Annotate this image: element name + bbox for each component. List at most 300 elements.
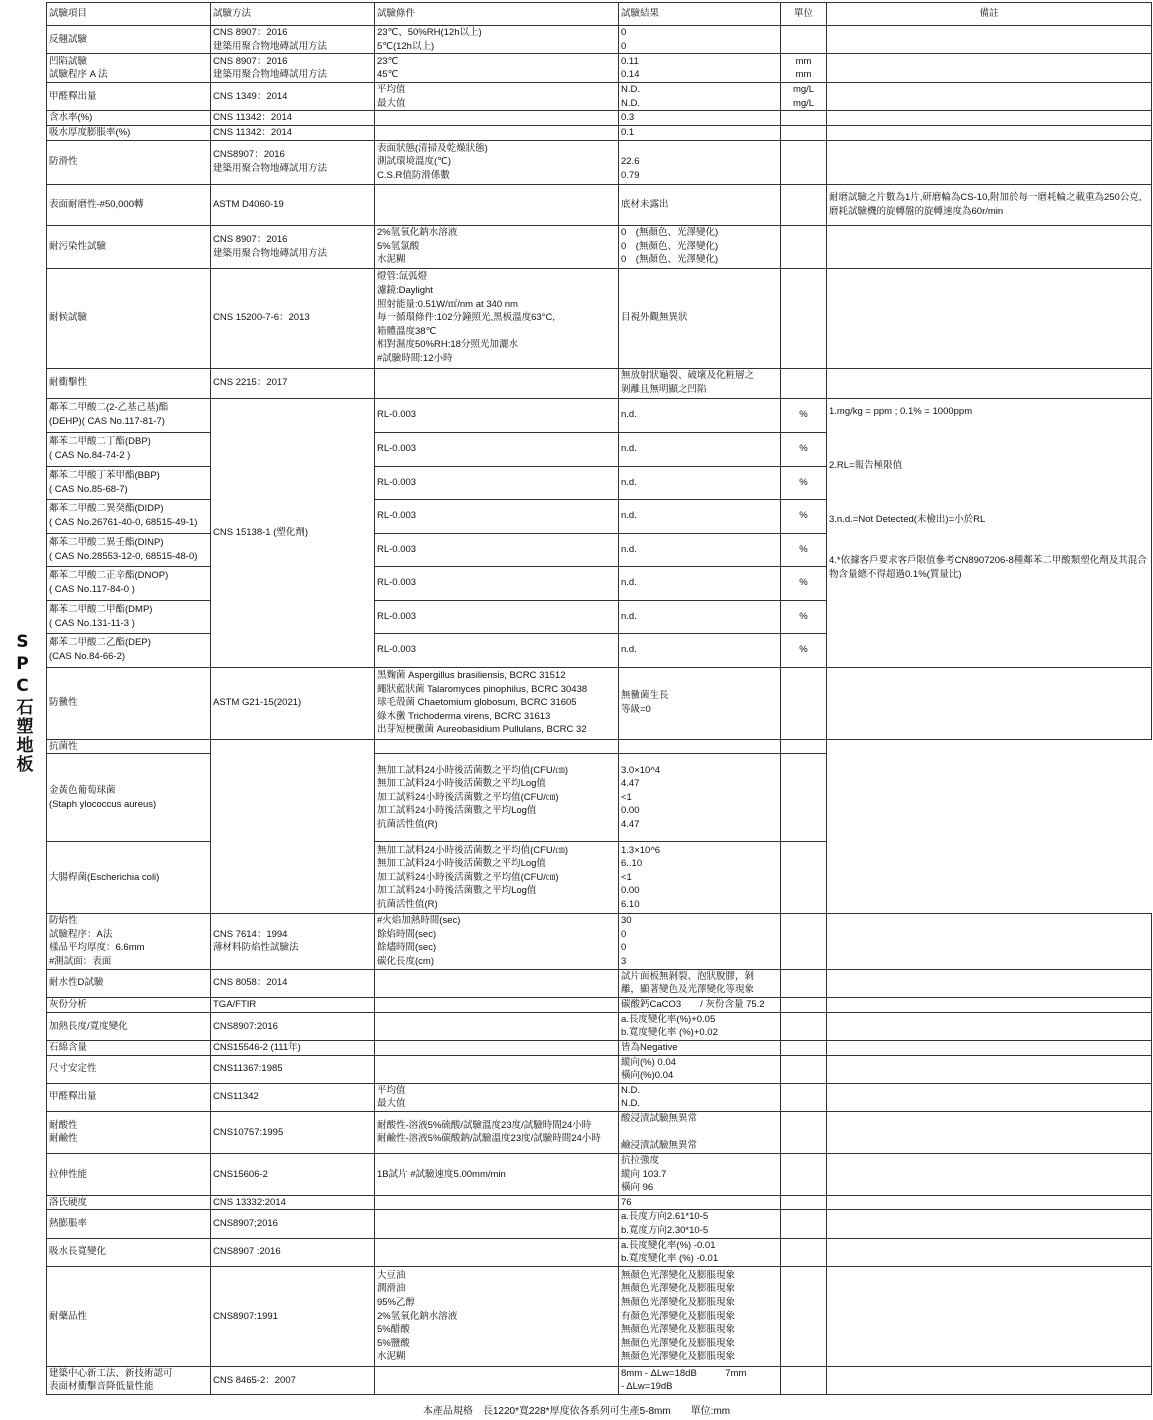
test-method-cell [211, 268, 375, 368]
test-item-cell [47, 754, 211, 842]
unit-cell [781, 600, 827, 633]
test-condition-cell-line: 耐酸性-溶液5%硫酸/試驗溫度23度/試驗時間24小時 [377, 1119, 592, 1131]
test-result-cell-line: 0.00 [621, 885, 640, 897]
test-method-cell-line: CNS11342 [213, 1091, 259, 1103]
unit-cell [781, 26, 827, 54]
test-item-cell-line: 耐候試驗 [49, 312, 88, 324]
test-item-cell-line: 防黴性 [49, 697, 78, 709]
test-item-cell-line: 耐污染性試驗 [49, 240, 107, 252]
test-condition-cell-line: 2%氫氧化鈉水溶液 [377, 1310, 458, 1322]
test-item-cell [47, 914, 211, 969]
test-item-cell-line: 洛氏硬度 [49, 1196, 88, 1208]
test-item-cell-line: 抗菌性 [49, 740, 78, 752]
test-result-cell-line [621, 1126, 778, 1140]
test-item-cell-line: 尺寸安定性 [49, 1063, 97, 1075]
test-result-cell-line: 8mm - ΔLw=18dB 7mm [621, 1367, 747, 1379]
test-item-cell [47, 54, 211, 83]
test-result-cell-line: 0 (無顏色、光澤變化) [621, 227, 719, 239]
remarks-cell-line: 4.*依據客戶要求客戶限值參考CN8907206-8種鄰苯二甲酸類塑化劑及其混合物含量總不得超過0.1%(質量比) [829, 555, 1147, 580]
test-item-cell [47, 1238, 211, 1266]
test-condition-cell [375, 1040, 619, 1055]
test-result-cell-line: 橫向(%)0.04 [621, 1070, 674, 1082]
unit-cell [781, 1195, 827, 1210]
test-item-cell-line: 耐酸性 [49, 1119, 78, 1131]
test-condition-cell-line: RL-0.003 [377, 510, 417, 522]
test-item-cell-line: 耐衝擊性 [49, 377, 88, 389]
test-condition-cell-line: 無加工試料24小時後活菌數之平均值(CFU/㎝) [377, 764, 569, 776]
test-item-cell-line: (DEHP)( CAS No.117-81-7) [49, 416, 165, 428]
test-method-cell [211, 140, 375, 184]
test-result-cell [619, 600, 781, 633]
table-row [47, 1040, 1152, 1055]
test-item-cell [47, 1055, 211, 1083]
test-result-cell [619, 1238, 781, 1266]
test-result-cell-line: 有顏色光澤變化及膨脹現象 [621, 1310, 736, 1322]
test-item-cell-line: 鄰苯二甲酸二(2-乙基己基)酯 [49, 402, 169, 414]
test-method-cell [211, 1195, 375, 1210]
test-condition-cell [375, 633, 619, 667]
test-item-cell [47, 969, 211, 997]
remarks-cell [827, 1266, 1152, 1366]
test-condition-cell [375, 1055, 619, 1083]
unit-cell [781, 842, 827, 914]
test-condition-cell-line: 23℃ [377, 55, 399, 67]
remarks-cell-line [829, 445, 1149, 459]
test-condition-cell-line: RL-0.003 [377, 577, 417, 589]
test-condition-cell [375, 1266, 619, 1366]
test-result-cell [619, 566, 781, 600]
test-condition-cell-line: 無加工試料24小時後活菌數之平均Log值 [377, 858, 546, 870]
test-result-cell-line: 無放射狀龜裂、破壞及化粧層之 [621, 370, 755, 382]
test-result-cell [619, 1111, 781, 1153]
unit-cell [781, 184, 827, 225]
unit-cell [781, 754, 827, 842]
test-method-cell-line: 建築用聚合物地磚試用方法 [213, 40, 328, 52]
table-row [47, 1012, 1152, 1040]
test-result-cell-line: n.d. [621, 610, 637, 622]
test-result-cell-line: 6.10 [621, 899, 640, 911]
test-method-cell-line: CNS8907 :2016 [213, 1246, 281, 1258]
test-condition-cell [375, 997, 619, 1012]
test-method-cell [211, 1210, 375, 1238]
test-result-cell [619, 1055, 781, 1083]
table-row [47, 1210, 1152, 1238]
test-condition-cell-line: 最大值 [377, 97, 406, 109]
test-method-cell [211, 54, 375, 83]
remarks-cell [827, 969, 1152, 997]
product-spec-footer: 本產品規格 長1220*寬228*厚度依各系列可生產5-8mm 單位:mm [422, 1406, 731, 1417]
test-result-cell [619, 842, 781, 914]
test-item-cell [47, 499, 211, 533]
test-result-cell [619, 1366, 781, 1394]
test-condition-cell [375, 268, 619, 368]
test-method-cell-line: CNS 11342：2014 [213, 126, 293, 138]
test-method-cell-line: CNS 8907：2016 [213, 55, 288, 67]
test-result-cell-line: 抗拉強度 [621, 1154, 660, 1166]
unit-cell [781, 1111, 827, 1153]
unit-cell-line: % [799, 543, 808, 555]
test-condition-cell [375, 1111, 619, 1153]
remarks-cell-line [829, 541, 1149, 555]
test-item-cell [47, 1266, 211, 1366]
test-item-cell-line: 樣品平均厚度：6.6mm [49, 942, 145, 954]
test-item-cell-line: 耐水性D試驗 [49, 977, 104, 989]
test-result-cell-line: 0 [621, 27, 627, 38]
test-item-cell [47, 26, 211, 54]
test-item-cell [47, 368, 211, 398]
header-unit: 單位 [781, 3, 827, 26]
remarks-cell-line: 1.mg/kg = ppm ; 0.1% = 1000ppm [829, 405, 973, 417]
table-row [47, 997, 1152, 1012]
unit-cell [781, 1040, 827, 1055]
test-result-cell [619, 997, 781, 1012]
test-result-cell-line: b.寬度變化率 (%)+0.02 [621, 1027, 718, 1039]
remarks-cell-line: 3.n.d.=Not Detected(未檢出)=小於RL [829, 514, 986, 526]
test-condition-cell [375, 26, 619, 54]
header-test-method: 試驗方法 [211, 3, 375, 26]
test-method-cell-line: CNS15546-2 (111年) [213, 1041, 301, 1053]
test-item-cell [47, 600, 211, 633]
remarks-cell [827, 1195, 1152, 1210]
unit-cell [781, 566, 827, 600]
test-result-cell-line: 縱向 103.7 [621, 1168, 667, 1180]
unit-cell [781, 1238, 827, 1266]
test-result-cell-line: b.寬度變化率 (%) -0.01 [621, 1253, 719, 1265]
test-condition-cell-line: 平均值 [377, 1084, 406, 1096]
test-item-cell-line: 鄰苯二甲酸二正辛酯(DNOP) [49, 570, 169, 582]
test-method-cell-line: CNS8907;2016 [213, 1218, 278, 1230]
test-result-cell-line: 0.1 [621, 126, 635, 138]
test-method-cell-line: CNS 8058：2014 [213, 977, 288, 989]
test-condition-cell [375, 125, 619, 140]
table-row [47, 1238, 1152, 1266]
test-result-cell [619, 398, 781, 432]
unit-cell [781, 997, 827, 1012]
test-result-cell [619, 184, 781, 225]
test-item-cell-line: ( CAS No.84-74-2 ) [49, 450, 131, 462]
unit-cell-line: % [799, 510, 808, 522]
remarks-cell [827, 914, 1152, 969]
test-condition-cell [375, 432, 619, 466]
test-condition-cell [375, 1083, 619, 1111]
test-method-cell-line: CNS 15138-1 (塑化劑) [213, 526, 309, 538]
test-result-cell-line: 22.6 [621, 156, 640, 168]
unit-cell [781, 1210, 827, 1238]
test-item-cell [47, 1012, 211, 1040]
table-row [47, 1055, 1152, 1083]
table-row [47, 54, 1152, 83]
test-condition-cell-line: 2%氫氧化鈉水溶液 [377, 227, 458, 239]
test-condition-cell-line: #火焰加熱時間(sec) [377, 915, 461, 927]
test-method-cell-line: TGA/FTIR [213, 998, 257, 1010]
remarks-cell [827, 125, 1152, 140]
test-condition-cell-line: 抗菌活性值(R) [377, 899, 438, 911]
test-item-cell-line: 鄰苯二甲酸丁苯甲酯(BBP) [49, 469, 160, 481]
test-method-cell-line: 建築用聚合物地磚試用方法 [213, 163, 328, 175]
test-item-cell-line: 鄰苯二甲酸二丁酯(DBP) [49, 436, 151, 448]
remarks-cell [827, 1366, 1152, 1394]
test-method-cell-line: CNS15606-2 [213, 1168, 268, 1180]
remarks-cell [827, 83, 1152, 111]
table-row [47, 1111, 1152, 1153]
test-result-cell [619, 739, 781, 754]
test-method-cell [211, 1238, 375, 1266]
table-row [47, 914, 1152, 969]
test-result-cell-line: 碳酸鈣CaCO3 / 灰份含量 75.2 [621, 998, 765, 1010]
unit-cell-line: % [799, 577, 808, 589]
test-condition-cell [375, 1153, 619, 1195]
test-item-cell-line: 熱膨脹率 [49, 1218, 88, 1230]
test-result-cell-line: a.長度變化率(%)+0.05 [621, 1013, 716, 1025]
table-row [47, 184, 1152, 225]
unit-cell [781, 83, 827, 111]
test-result-cell [619, 1012, 781, 1040]
unit-cell [781, 914, 827, 969]
test-item-cell-line: 耐鹼性 [49, 1133, 78, 1145]
test-method-cell-line: CNS 7614：1994 [213, 928, 288, 940]
test-item-cell [47, 466, 211, 499]
test-result-cell [619, 633, 781, 667]
test-result-cell [619, 432, 781, 466]
test-item-cell [47, 1153, 211, 1195]
unit-cell [781, 667, 827, 739]
test-method-cell-line: CNS8907：2016 [213, 149, 285, 161]
test-condition-cell-line: RL-0.003 [377, 476, 417, 488]
table-row [47, 368, 1152, 398]
test-condition-cell-line: 5%醋酸 [377, 1324, 410, 1336]
test-condition-cell-line: 測試環境溫度(℃) [377, 156, 451, 168]
test-item-cell-line: ( CAS No.131-11-3 ) [49, 617, 135, 629]
test-condition-cell-line: 綠木黴 Trichoderma virens, BCRC 31613 [377, 710, 551, 722]
test-item-cell-line: 試驗程序：A法 [49, 928, 113, 940]
test-condition-cell [375, 600, 619, 633]
test-method-cell-line: 薄材料防焰性試驗法 [213, 942, 299, 954]
test-condition-cell-line: 繩狀藍狀菌 Talaromyces pinophilus, BCRC 30438 [377, 683, 588, 695]
test-condition-cell [375, 83, 619, 111]
test-condition-cell-line: 照射能量:0.51W/㎡/nm at 340 nm [377, 298, 518, 310]
test-condition-cell-line: 大豆油 [377, 1269, 406, 1281]
test-item-cell [47, 432, 211, 466]
test-condition-cell-line: 45℃ [377, 69, 399, 81]
unit-cell [781, 398, 827, 432]
test-result-cell-line: 0 [621, 942, 627, 954]
remarks-cell-line: 耐磨試驗之片數為1片,研磨輪為CS-10,附加於每一磨耗輪之載重為250公克,磨耗試驗機的旋轉盤的旋轉速度為60r/min [829, 191, 1142, 217]
table-row [47, 140, 1152, 184]
product-side-label: SPC石塑地板 [12, 631, 33, 774]
test-condition-cell [375, 1195, 619, 1210]
test-item-cell [47, 268, 211, 368]
test-method-cell [211, 1055, 375, 1083]
test-method-cell-line: ASTM G21-15(2021) [213, 697, 302, 709]
test-condition-cell-line: 耐鹼性-溶液5%碳酸鈉/試驗溫度23度/試驗時間24小時 [377, 1133, 601, 1145]
test-result-cell-line: 30 [621, 915, 632, 927]
table-row [47, 83, 1152, 111]
test-condition-cell-line: 加工試料24小時後活菌數之平均值(CFU/㎝) [377, 791, 559, 803]
test-condition-cell-line: 每一循環條件:102分鐘照光,黑板溫度63°C, [377, 312, 555, 324]
test-result-cell-line: 3 [621, 955, 627, 967]
test-result-cell-line: 底材未露出 [621, 198, 669, 210]
unit-cell [781, 368, 827, 398]
test-condition-cell [375, 1012, 619, 1040]
test-method-cell [211, 26, 375, 54]
test-item-cell [47, 1083, 211, 1111]
test-method-cell-line: CNS 11342：2014 [213, 112, 293, 124]
test-result-cell-line: 0.79 [621, 169, 640, 181]
test-result-cell-line: 0 [621, 40, 627, 52]
test-result-cell-line: 1.3×10^6 [621, 844, 661, 856]
test-result-cell-line: b.寬度方向2.30*10-5 [621, 1225, 709, 1237]
test-item-cell [47, 997, 211, 1012]
test-method-cell [211, 1153, 375, 1195]
test-item-cell-line: #測試面：表面 [49, 955, 112, 967]
remarks-cell [827, 54, 1152, 83]
unit-cell [781, 466, 827, 499]
test-method-cell [211, 667, 375, 739]
test-result-cell [619, 1266, 781, 1366]
unit-cell [781, 1266, 827, 1366]
test-condition-cell-line: 1B試片 #試驗速度5.00mm/min [377, 1168, 506, 1180]
test-result-cell-line [621, 142, 778, 156]
table-row [47, 1266, 1152, 1366]
test-result-cell [619, 268, 781, 368]
table-row [47, 1153, 1152, 1195]
test-item-cell [47, 842, 211, 914]
remarks-cell [827, 667, 1152, 739]
test-item-cell [47, 1366, 211, 1394]
test-item-cell-line: 鄰苯二甲酸二乙酯(DEP) [49, 637, 151, 649]
test-item-cell-line: 石綿含量 [49, 1041, 88, 1053]
test-condition-cell-line: 球毛殼菌 Chaetomium globosum, BCRC 31605 [377, 697, 577, 709]
test-result-cell-line: 6..10 [621, 858, 643, 870]
remarks-cell [827, 1083, 1152, 1111]
unit-cell [781, 1012, 827, 1040]
test-result-cell-line: 4.47 [621, 778, 640, 790]
unit-cell [781, 739, 827, 754]
remarks-cell-line [829, 500, 1149, 514]
remarks-cell-line [829, 473, 1149, 487]
test-result-cell [619, 140, 781, 184]
test-method-cell [211, 1083, 375, 1111]
test-method-cell-line: CNS8907:1991 [213, 1310, 278, 1322]
table-row [47, 739, 1152, 754]
unit-cell-line: mm [795, 55, 812, 67]
remarks-cell [827, 368, 1152, 398]
test-result-cell-line: n.d. [621, 476, 637, 488]
header-test-condition: 試驗條件 [375, 3, 619, 26]
test-method-cell [211, 1012, 375, 1040]
test-item-cell [47, 111, 211, 126]
test-result-cell-line: 剝離且無明顯之凹陷 [621, 384, 707, 396]
test-item-cell [47, 125, 211, 140]
test-method-cell-line: CNS 8465-2：2007 [213, 1374, 296, 1386]
test-result-cell-line: 76 [621, 1196, 632, 1208]
test-condition-cell-line: 黑麴菌 Aspergillus brasiliensis, BCRC 31512 [377, 670, 566, 682]
test-result-cell-line: n.d. [621, 510, 637, 522]
remarks-cell [827, 225, 1152, 268]
unit-cell [781, 1366, 827, 1394]
test-condition-cell-line: 5%鹽酸 [377, 1337, 410, 1349]
test-result-cell-line: N.D. [621, 97, 640, 109]
test-result-cell [619, 54, 781, 83]
test-result-cell-line: 0 [621, 928, 627, 940]
test-item-cell [47, 140, 211, 184]
test-result-cell-line: n.d. [621, 543, 637, 555]
test-condition-cell-line: RL-0.003 [377, 610, 417, 622]
test-condition-cell [375, 754, 619, 842]
test-method-cell [211, 398, 375, 667]
test-condition-cell-line: 5%氫氯酸 [377, 240, 420, 252]
test-method-cell-line: CNS 8907：2016 [213, 27, 288, 38]
test-item-cell [47, 533, 211, 566]
test-condition-cell-line: 23℃、50%RH(12h以上) [377, 27, 482, 38]
test-condition-cell-line: 碳化長度(cm) [377, 955, 434, 967]
test-result-cell-line: 0 (無顏色、光澤變化) [621, 254, 719, 266]
test-condition-cell-line: 最大值 [377, 1098, 406, 1110]
test-item-cell-line: 建築中心新工法、新技術認可 [49, 1367, 173, 1379]
test-item-cell-line: 防滑性 [49, 156, 78, 168]
unit-cell [781, 125, 827, 140]
unit-cell-line: % [799, 476, 808, 488]
test-result-cell-line: a.長度方向2.61*10-5 [621, 1211, 709, 1223]
unit-cell [781, 1153, 827, 1195]
test-method-cell [211, 184, 375, 225]
test-item-cell-line: 加熱長度/寬度變化 [49, 1020, 128, 1032]
test-item-cell-line: 吸水厚度膨脹率(%) [49, 126, 131, 138]
test-condition-cell [375, 914, 619, 969]
test-condition-cell-line: 箱體溫度38℃ [377, 325, 437, 337]
test-item-cell-line: (Staph ylococcus aureus) [49, 798, 157, 810]
table-row [47, 26, 1152, 54]
test-result-cell-line: a.長度變化率(%) -0.01 [621, 1239, 716, 1251]
test-result-cell [619, 368, 781, 398]
test-condition-cell-line: #試驗時間:12小時 [377, 353, 453, 365]
test-result-cell-line: <1 [621, 791, 632, 803]
product-side-label-box [0, 0, 46, 1405]
remarks-cell [827, 1238, 1152, 1266]
unit-cell-line: % [799, 409, 808, 421]
table-row [47, 969, 1152, 997]
test-condition-cell-line: 平均值 [377, 84, 406, 96]
test-item-cell [47, 225, 211, 268]
header-test-result: 試驗結果 [619, 3, 781, 26]
test-result-cell-line: n.d. [621, 644, 637, 656]
test-result-cell-line: 酸浸漬試驗無異常 [621, 1112, 698, 1124]
test-item-cell [47, 184, 211, 225]
test-method-cell-line: CNS 2215：2017 [213, 377, 288, 389]
test-item-cell-line: 鄰苯二甲酸二異癸酯(DIDP) [49, 503, 164, 515]
test-condition-cell-line: 潤滑油 [377, 1283, 406, 1295]
table-header-row [47, 3, 1152, 26]
unit-cell [781, 54, 827, 83]
test-item-cell-line: ( CAS No.26761-40-0, 68515-49-1) [49, 517, 198, 529]
test-result-cell-line: 皆為Negative [621, 1041, 678, 1053]
test-result-cell-line: 無顏色光澤變化及膨脹現象 [621, 1283, 736, 1295]
unit-cell-line: mg/L [792, 84, 815, 96]
test-result-cell-line: 0.14 [621, 69, 640, 81]
test-result-cell [619, 1040, 781, 1055]
test-item-cell [47, 566, 211, 600]
test-method-cell-line: CNS10757:1995 [213, 1126, 284, 1138]
test-result-cell-line: n.d. [621, 443, 637, 455]
test-condition-cell-line: 加工試料24小時後活菌數之平均Log值 [377, 885, 537, 897]
test-method-cell [211, 125, 375, 140]
unit-cell [781, 225, 827, 268]
test-item-cell-line: 反翹試驗 [49, 33, 88, 45]
test-condition-cell-line: C.S.R值防滑係數 [377, 169, 450, 181]
test-condition-cell-line: 水泥糊 [377, 1351, 406, 1363]
test-method-cell [211, 997, 375, 1012]
test-condition-cell [375, 466, 619, 499]
